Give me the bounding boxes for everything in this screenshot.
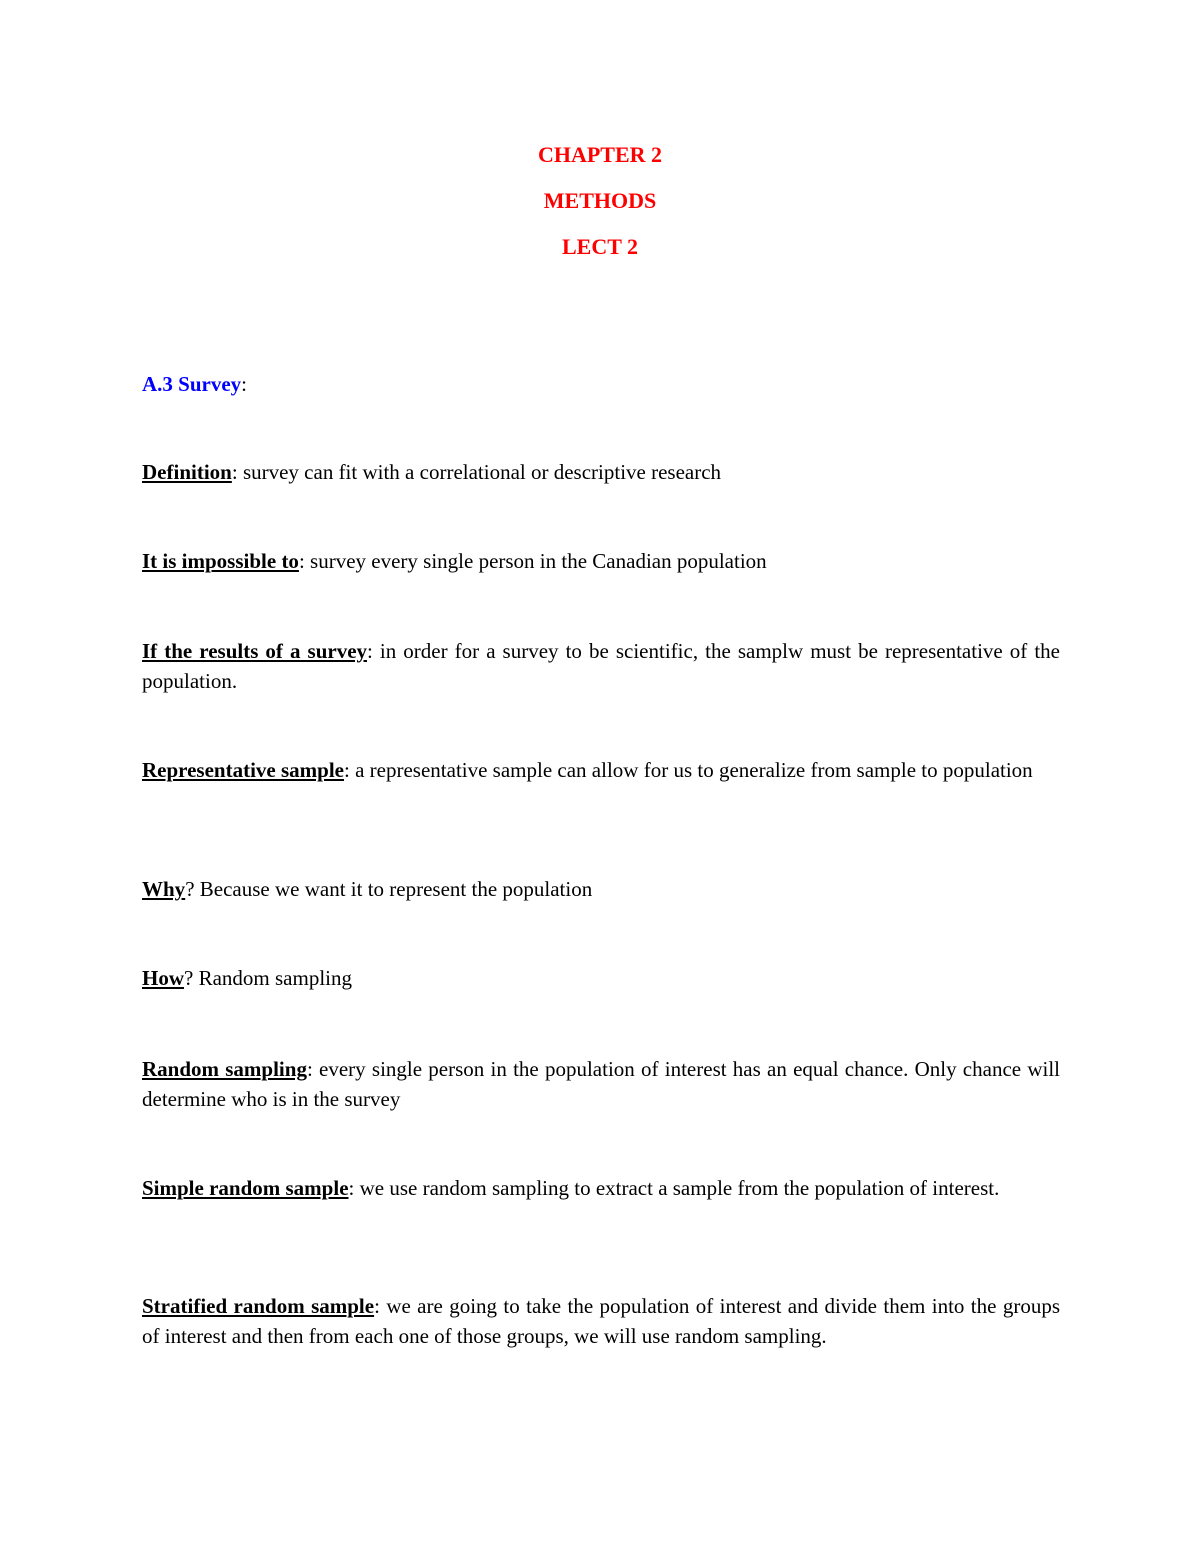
term-label: Definition xyxy=(142,460,232,484)
term-separator: : xyxy=(367,639,373,663)
term-label: Simple random sample xyxy=(142,1176,349,1200)
paragraph-text: in order for a survey to be scientific, the samplw must be representative of the population. xyxy=(142,639,1060,693)
chapter-title: CHAPTER 2 xyxy=(537,142,663,167)
paragraph-text: survey can fit with a correlational or descriptive research xyxy=(237,460,722,484)
paragraph-representative xyxy=(142,755,1060,785)
paragraph-text: Random sampling xyxy=(193,966,352,990)
paragraph-text: every single person in the population of interest has an equal chance. Only chance will determine who is in the survey xyxy=(142,1057,1060,1111)
term-label: It is impossible to xyxy=(142,549,299,573)
paragraph-random-sampling xyxy=(142,1054,1060,1114)
section-title: A.3 Survey xyxy=(142,372,242,396)
methods-title: METHODS xyxy=(543,188,657,213)
paragraph-text: a representative sample can allow for us to generalize from sample to population xyxy=(349,758,1033,782)
paragraph-how xyxy=(142,963,1060,993)
term-separator: : xyxy=(306,1057,313,1081)
term-separator: ? xyxy=(185,877,195,901)
paragraph-why xyxy=(142,874,1060,904)
paragraph-text: Because we want it to represent the population xyxy=(194,877,593,901)
paragraph-results xyxy=(142,636,1060,696)
paragraph-impossible xyxy=(142,546,1060,576)
title-block xyxy=(0,140,1200,278)
section-heading xyxy=(142,369,247,399)
paragraph-text: we use random sampling to extract a sample from the population of interest. xyxy=(354,1176,1000,1200)
term-separator: : xyxy=(348,1176,355,1200)
term-label: If the results of a survey xyxy=(142,639,368,663)
term-separator: : xyxy=(344,758,350,782)
term-label: Random sampling xyxy=(142,1057,307,1081)
term-separator: ? xyxy=(184,966,194,990)
term-separator: : xyxy=(298,549,305,573)
term-label: Stratified random sample xyxy=(142,1294,375,1318)
term-label: How xyxy=(142,966,184,990)
term-separator: : xyxy=(374,1294,380,1318)
term-label: Why xyxy=(142,877,186,901)
paragraph-text: survey every single person in the Canadian population xyxy=(304,549,767,573)
paragraph-simple-random xyxy=(142,1173,1060,1203)
paragraph-text: we are going to take the population of interest and divide them into the groups of interest and then from each one of those groups, we will use random sampling. xyxy=(142,1294,1060,1348)
term-separator: : xyxy=(231,460,238,484)
section-colon: : xyxy=(241,372,248,396)
paragraph-stratified xyxy=(142,1291,1060,1351)
paragraph-definition xyxy=(142,457,1060,487)
term-label: Representative sample xyxy=(142,758,344,782)
lecture-title: LECT 2 xyxy=(561,234,638,259)
